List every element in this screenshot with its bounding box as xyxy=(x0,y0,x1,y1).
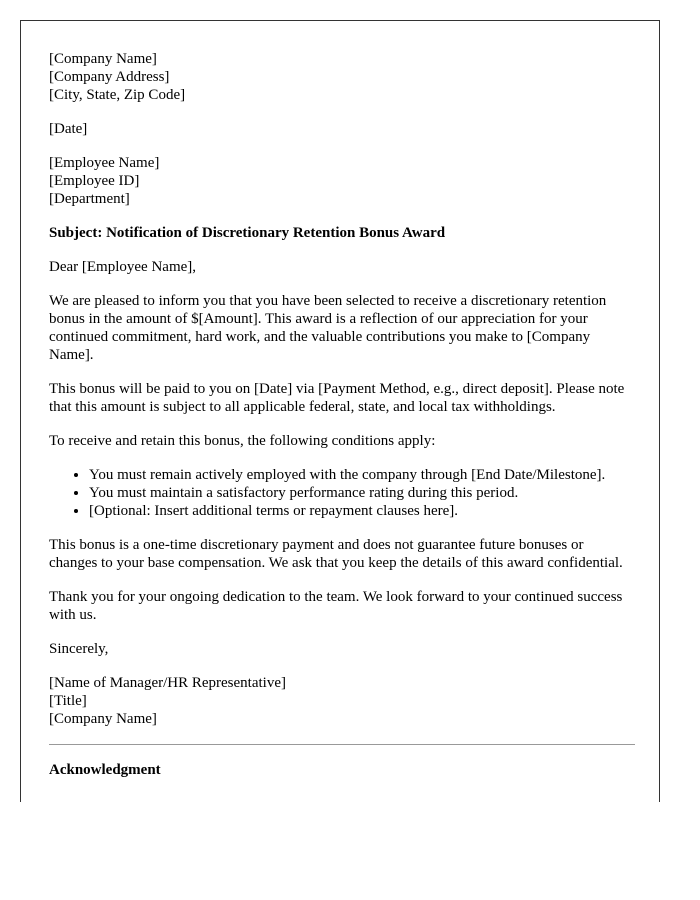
signature-name: [Name of Manager/HR Representative] xyxy=(49,675,286,691)
sender-address xyxy=(49,50,635,104)
recipient-address xyxy=(49,154,635,208)
body-paragraph-3: To receive and retain this bonus, the following conditions apply: xyxy=(49,433,436,449)
recipient-employee-name: [Employee Name] xyxy=(49,155,160,171)
body-paragraph-2: This bonus will be paid to you on [Date] via [Payment Method, e.g., direct deposit]. Please note that this amount is subject to all applicable federal, state, and local tax withholdings. xyxy=(49,381,625,415)
signature-block xyxy=(49,674,635,728)
section-divider xyxy=(49,744,635,745)
letter-date xyxy=(49,120,635,138)
signature-title: [Title] xyxy=(49,693,87,709)
salutation: Dear [Employee Name], xyxy=(49,259,197,275)
condition-item: • [Optional: Insert additional terms or repayment clauses here]. xyxy=(89,502,635,520)
recipient-department: [Department] xyxy=(49,191,130,207)
sender-company-address: [Company Address] xyxy=(49,69,170,85)
conditions-list xyxy=(49,466,635,520)
condition-item: • You must maintain a satisfactory performance rating during this period. xyxy=(89,484,635,502)
letter-content xyxy=(49,50,635,779)
signoff: Sincerely, xyxy=(49,641,109,657)
body-paragraph-1: We are pleased to inform you that you have been selected to receive a discretionary retention bonus in the amount of $[Amount]. This award is a reflection of our appreciation for your continued commitment, hard work, and the valuable contributions you make to [Company Name]. xyxy=(49,293,607,363)
signature-company: [Company Name] xyxy=(49,711,157,727)
recipient-employee-id: [Employee ID] xyxy=(49,173,140,189)
letter-page xyxy=(20,20,660,802)
date-text: [Date] xyxy=(49,121,88,137)
sender-company-name: [Company Name] xyxy=(49,51,157,67)
closing-paragraph-2: Thank you for your ongoing dedication to the team. We look forward to your continued success with us. xyxy=(49,589,623,623)
sender-city-state-zip: [City, State, Zip Code] xyxy=(49,87,186,103)
condition-item: • You must remain actively employed with the company through [End Date/Milestone]. xyxy=(89,466,635,484)
acknowledgment-heading: Acknowledgment xyxy=(49,762,161,778)
closing-paragraph-1: This bonus is a one-time discretionary payment and does not guarantee future bonuses or changes to your base compensation. We ask that you keep the details of this award confidential. xyxy=(49,537,623,571)
subject-line: Subject: Notification of Discretionary Retention Bonus Award xyxy=(49,225,446,241)
